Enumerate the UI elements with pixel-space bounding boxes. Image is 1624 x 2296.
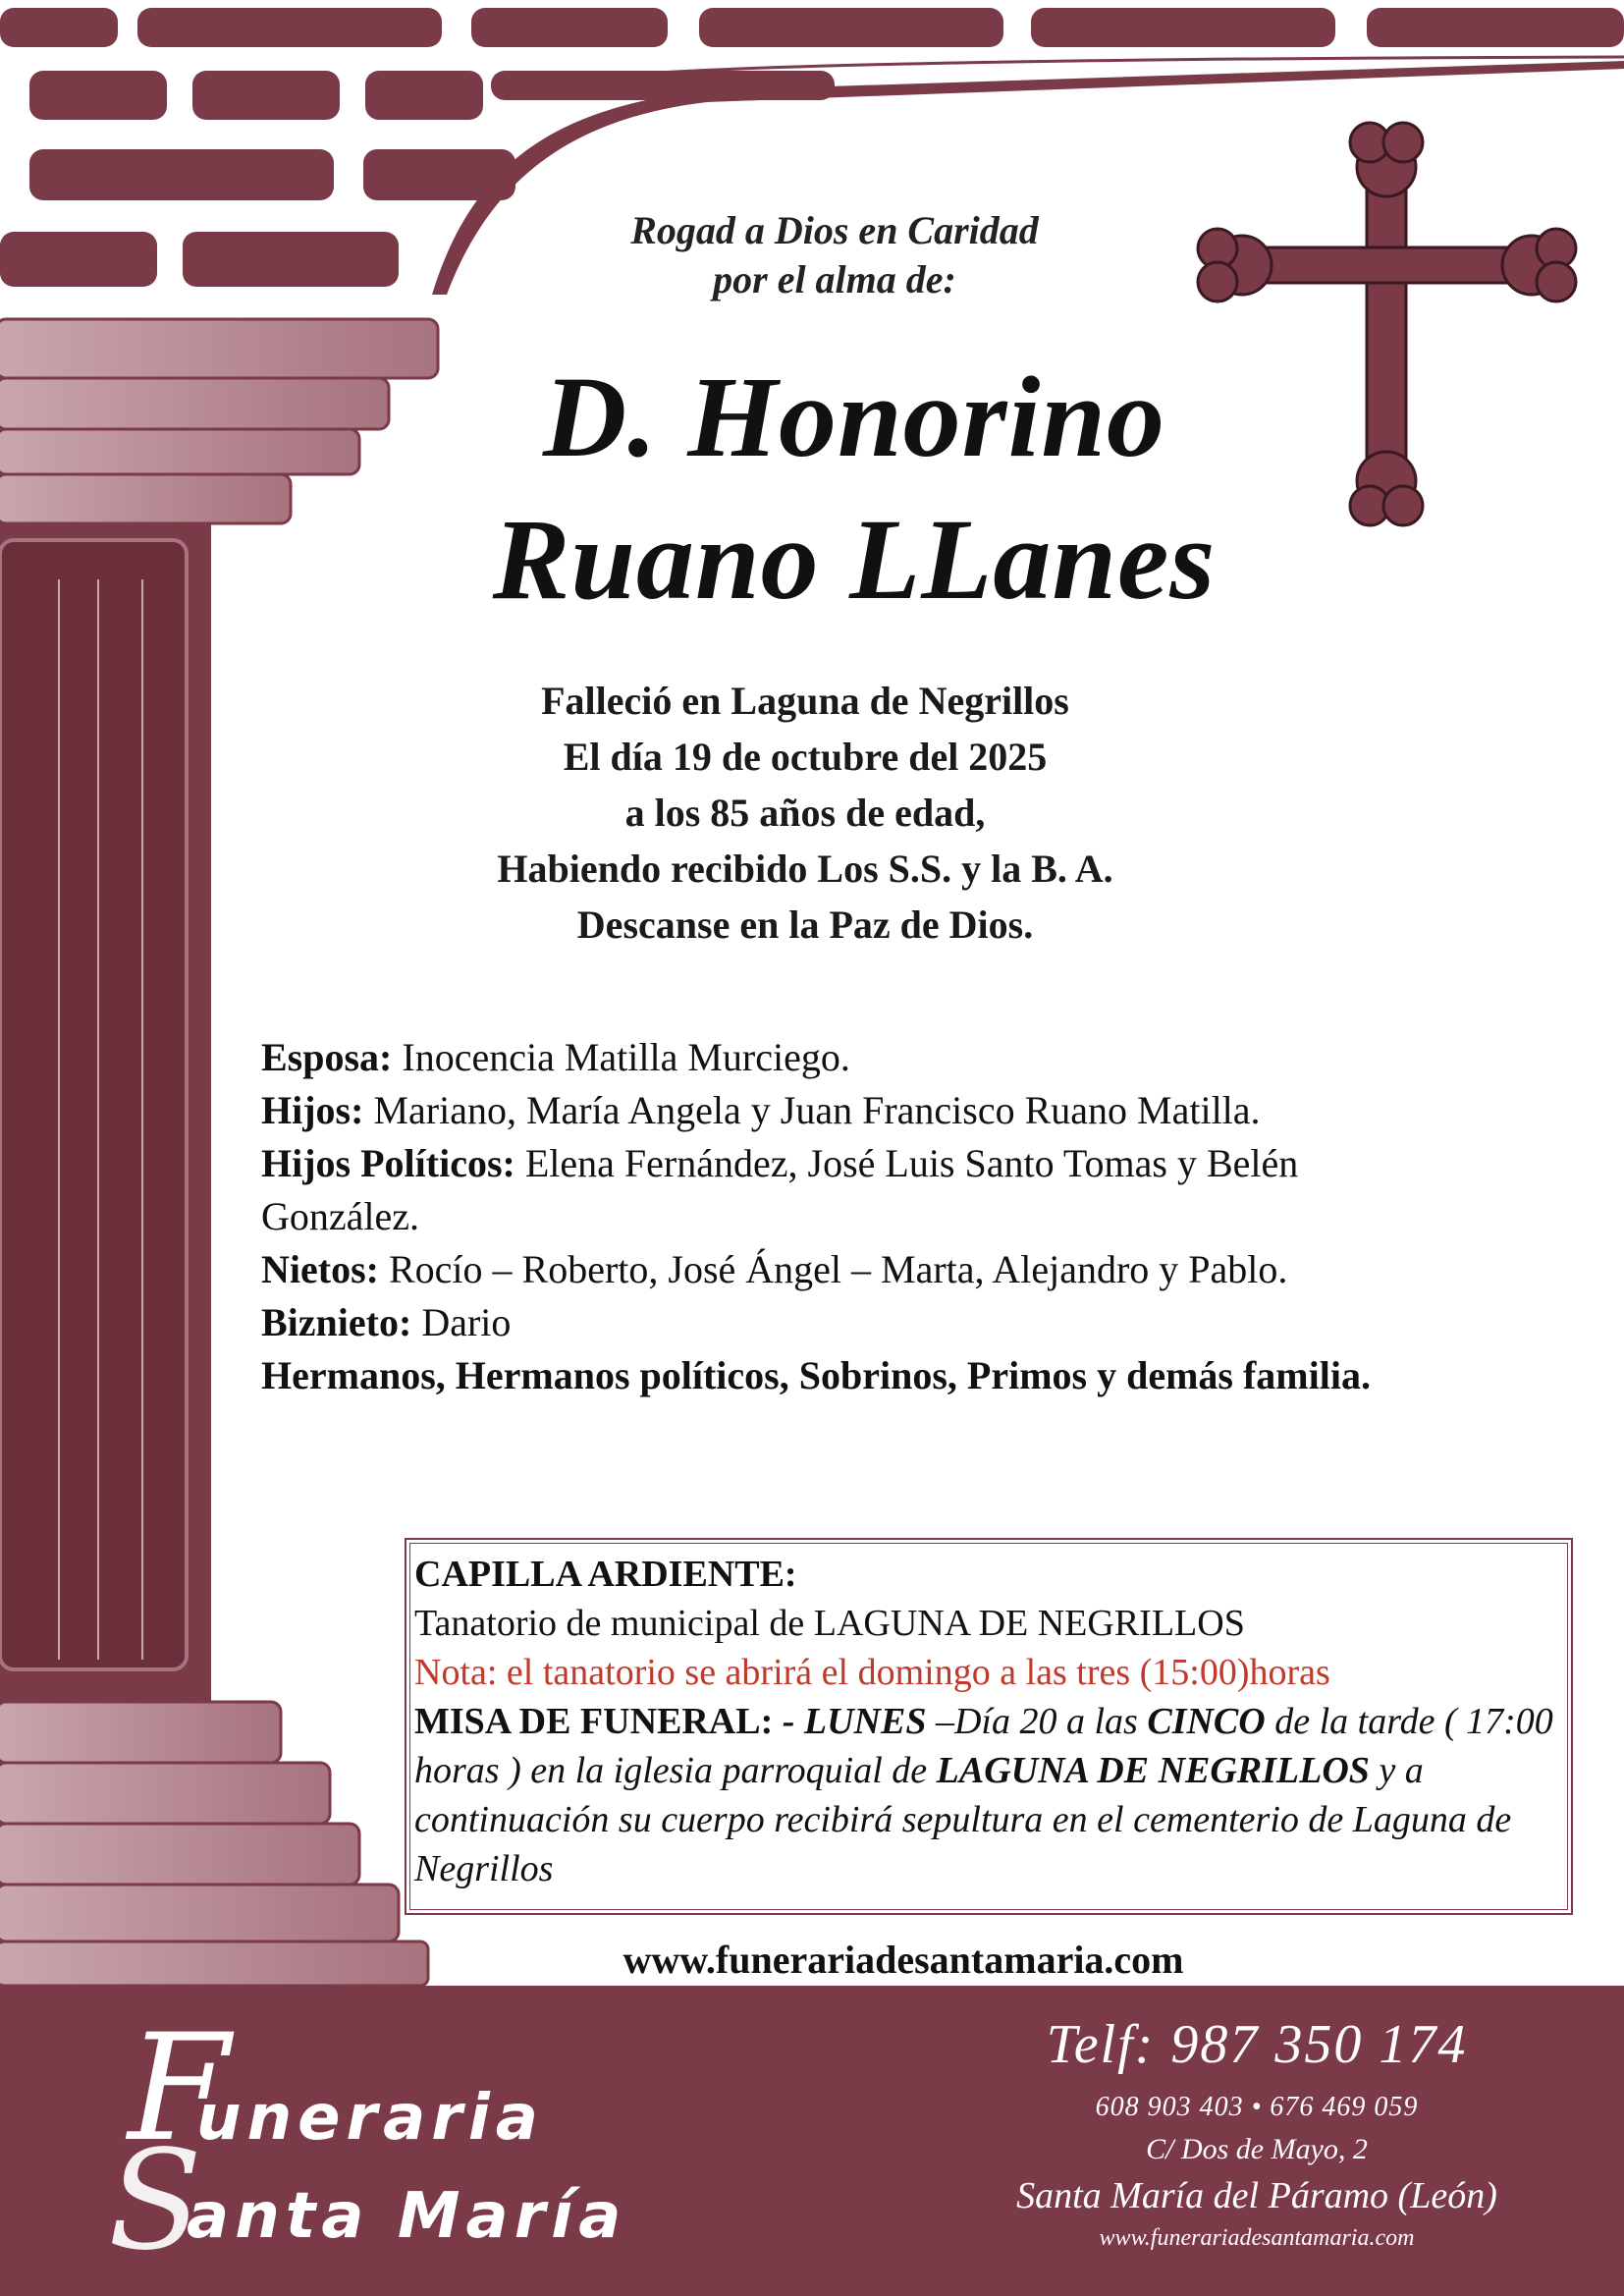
family-nietos bbox=[261, 1243, 1538, 1296]
death-line-2: El día 19 de octubre del 2025 bbox=[563, 735, 1048, 779]
death-line-3: a los 85 años de edad, bbox=[624, 791, 986, 835]
hijos-label: Hijos: bbox=[261, 1088, 364, 1132]
prayer-line-1: Rogad a Dios en Caridad bbox=[630, 208, 1039, 252]
footer-website[interactable]: www.funerariadesantamaria.com bbox=[1099, 2225, 1415, 2251]
deceased-name-line-1: D. Honorino bbox=[543, 353, 1165, 481]
nietos-label: Nietos: bbox=[261, 1247, 379, 1291]
biznieto-value: Dario bbox=[411, 1300, 512, 1344]
logo-word-santa-maria: anta María bbox=[187, 2180, 627, 2253]
hijos-politicos-label: Hijos Políticos: bbox=[261, 1141, 515, 1185]
misa-hour: CINCO bbox=[1147, 1701, 1266, 1742]
family-esposa bbox=[261, 1031, 1538, 1084]
prayer-header bbox=[530, 206, 1139, 304]
logo-initial-f: F bbox=[128, 2003, 231, 2174]
capilla-value: Tanatorio de municipal de LAGUNA DE NEGRILLOS bbox=[414, 1603, 1245, 1644]
capilla-label-text: CAPILLA ARDIENTE: bbox=[414, 1554, 797, 1595]
family-biznieto bbox=[261, 1296, 1538, 1349]
esposa-value: Inocencia Matilla Murciego. bbox=[392, 1035, 850, 1079]
family-list bbox=[261, 1031, 1538, 1402]
others-text: Hermanos, Hermanos políticos, Sobrinos, Primos y demás familia. bbox=[261, 1353, 1371, 1397]
column-shaft bbox=[0, 523, 211, 1702]
logo-word-funeraria: uneraria bbox=[196, 2082, 544, 2155]
tanatorio-note: Nota: el tanatorio se abrirá el domingo a las tres (15:00)horas bbox=[414, 1652, 1330, 1693]
column-capital bbox=[0, 319, 438, 523]
misa-label: MISA DE FUNERAL: bbox=[414, 1701, 774, 1742]
hijos-value: Mariano, María Angela y Juan Francisco Ruano Matilla. bbox=[363, 1088, 1261, 1132]
prayer-line-2: por el alma de: bbox=[713, 257, 956, 301]
nietos-value: Rocío – Roberto, José Ángel – Marta, Alejandro y Pablo. bbox=[378, 1247, 1288, 1291]
misa-funeral bbox=[414, 1697, 1563, 1893]
misa-day: - LUNES bbox=[773, 1701, 936, 1742]
footer-phones-secondary[interactable]: 608 903 403 • 676 469 059 bbox=[1095, 2092, 1419, 2122]
death-line-1: Falleció en Laguna de Negrillos bbox=[541, 679, 1069, 723]
biznieto-label: Biznieto: bbox=[261, 1300, 412, 1344]
family-hijos-politicos bbox=[261, 1137, 1439, 1243]
deceased-name-line-2: Ruano LLanes bbox=[492, 495, 1217, 624]
logo-initial-s: S bbox=[108, 2121, 202, 2281]
misa-text-1: –Día 20 a las bbox=[935, 1701, 1148, 1742]
misa-text-3: y a continuación su cuerpo recibirá sepultura en el cementerio de Laguna de Negrillos bbox=[414, 1750, 1512, 1889]
family-others bbox=[261, 1349, 1479, 1402]
capilla-label bbox=[414, 1550, 1563, 1599]
misa-place: LAGUNA DE NEGRILLOS bbox=[936, 1750, 1370, 1791]
death-line-5: Descanse en la Paz de Dios. bbox=[576, 902, 1034, 947]
ceremony-text bbox=[414, 1550, 1563, 1893]
column-base bbox=[0, 1702, 428, 1986]
family-hijos bbox=[261, 1084, 1538, 1137]
website-link[interactable]: www.funerariadesantamaria.com bbox=[623, 1938, 1184, 1982]
death-line-4: Habiendo recibido Los S.S. y la B. A. bbox=[497, 847, 1113, 891]
footer-town: Santa María del Páramo (León) bbox=[1016, 2175, 1497, 2216]
footer-phone[interactable]: Telf: 987 350 174 bbox=[1046, 2014, 1468, 2075]
hijos-politicos-value: Elena Fernández, José Luis Santo Tomas y Belén González. bbox=[261, 1141, 1299, 1238]
misa-text-2: de la tarde ( 17:00 horas ) en la iglesia parroquial de bbox=[414, 1701, 1553, 1791]
footer-address: C/ Dos de Mayo, 2 bbox=[1146, 2133, 1368, 2165]
esposa-label: Esposa: bbox=[261, 1035, 393, 1079]
